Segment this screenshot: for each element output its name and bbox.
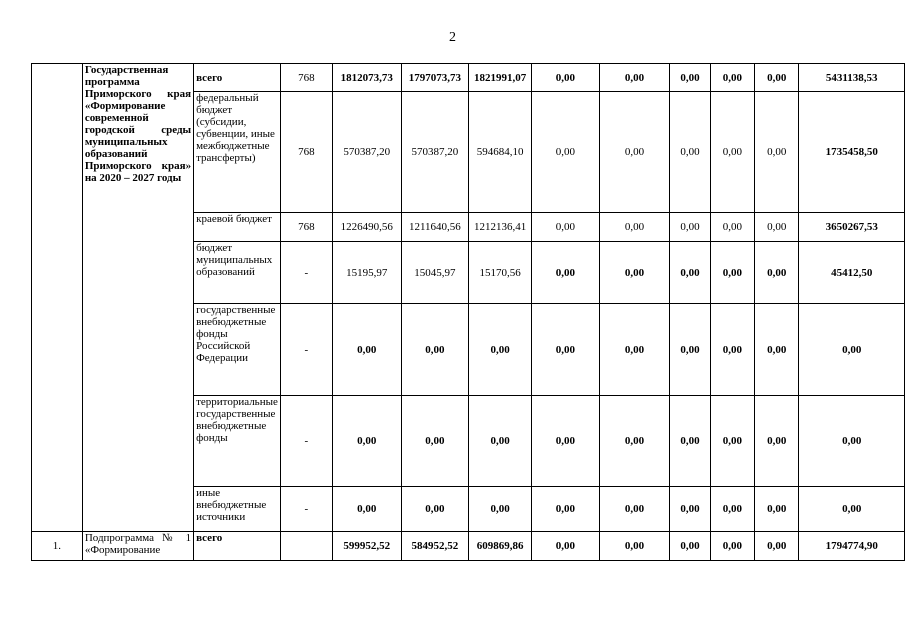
value-cell: 0,00 [799, 487, 905, 532]
value-cell: 0,00 [670, 92, 710, 213]
value-cell: 1797073,73 [401, 64, 469, 92]
value-cell: 0,00 [599, 532, 670, 561]
value-cell: 1226490,56 [332, 213, 401, 242]
value-cell: 599952,52 [332, 532, 401, 561]
value-cell: 0,00 [710, 396, 754, 487]
page-number: 2 [449, 30, 456, 45]
value-cell: 0,00 [710, 487, 754, 532]
value-cell: 0,00 [755, 64, 799, 92]
source-cell: краевой бюджет [194, 213, 281, 242]
value-cell: 1794774,90 [799, 532, 905, 561]
table-row [32, 64, 905, 92]
value-cell: 0,00 [670, 304, 710, 396]
value-cell: 0,00 [332, 396, 401, 487]
source-cell: всего [194, 532, 281, 561]
value-cell: 0,00 [532, 396, 600, 487]
value-cell: 0,00 [469, 487, 532, 532]
value-cell: 0,00 [599, 92, 670, 213]
source-cell: бюджет муниципальных образований [194, 242, 281, 304]
value-cell: 594684,10 [469, 92, 532, 213]
grbs-cell: - [280, 396, 332, 487]
value-cell: 0,00 [670, 396, 710, 487]
value-cell: 0,00 [710, 242, 754, 304]
grbs-cell: 768 [280, 92, 332, 213]
value-cell: 45412,50 [799, 242, 905, 304]
index-cell [32, 64, 83, 532]
value-cell: 0,00 [532, 487, 600, 532]
value-cell: 0,00 [532, 92, 600, 213]
value-cell: 0,00 [755, 396, 799, 487]
value-cell: 0,00 [401, 487, 469, 532]
source-cell: территориальные государственные внебюджетные фонды [194, 396, 281, 487]
value-cell: 0,00 [799, 396, 905, 487]
value-cell: 0,00 [710, 532, 754, 561]
value-cell: 0,00 [755, 213, 799, 242]
value-cell: 0,00 [670, 487, 710, 532]
grbs-cell [280, 532, 332, 561]
value-cell: 0,00 [599, 213, 670, 242]
value-cell: 0,00 [710, 304, 754, 396]
value-cell: 0,00 [670, 213, 710, 242]
value-cell: 0,00 [332, 304, 401, 396]
value-cell: 0,00 [755, 242, 799, 304]
value-cell: 0,00 [710, 64, 754, 92]
value-cell: 1735458,50 [799, 92, 905, 213]
source-cell: всего [194, 64, 281, 92]
value-cell: 0,00 [599, 487, 670, 532]
value-cell: 0,00 [599, 64, 670, 92]
value-cell: 0,00 [401, 396, 469, 487]
value-cell: 0,00 [469, 396, 532, 487]
value-cell: 0,00 [599, 304, 670, 396]
value-cell: 15195,97 [332, 242, 401, 304]
program-title: Государственная программа Приморского края «Формирование современной городской среды муниципальных образований Приморского края» на 2020 – 2027 годы [82, 64, 193, 532]
grbs-cell: 768 [280, 64, 332, 92]
value-cell: 1212136,41 [469, 213, 532, 242]
value-cell: 1821991,07 [469, 64, 532, 92]
grbs-cell: 768 [280, 213, 332, 242]
value-cell: 1211640,56 [401, 213, 469, 242]
grbs-cell: - [280, 242, 332, 304]
source-cell: иные внебюджетные источники [194, 487, 281, 532]
value-cell: 0,00 [710, 213, 754, 242]
grbs-cell: - [280, 487, 332, 532]
value-cell: 0,00 [332, 487, 401, 532]
subprogram-title: Подпрограмма № 1 «Формирование [82, 532, 193, 561]
value-cell: 0,00 [755, 92, 799, 213]
value-cell: 609869,86 [469, 532, 532, 561]
value-cell: 0,00 [670, 242, 710, 304]
subprogram-index: 1. [32, 532, 83, 561]
value-cell: 15045,97 [401, 242, 469, 304]
value-cell: 0,00 [532, 64, 600, 92]
value-cell: 0,00 [532, 242, 600, 304]
value-cell: 570387,20 [332, 92, 401, 213]
value-cell: 0,00 [469, 304, 532, 396]
value-cell: 15170,56 [469, 242, 532, 304]
value-cell: 0,00 [799, 304, 905, 396]
value-cell: 0,00 [532, 213, 600, 242]
value-cell: 5431138,53 [799, 64, 905, 92]
value-cell: 0,00 [755, 304, 799, 396]
value-cell: 0,00 [670, 532, 710, 561]
value-cell: 0,00 [532, 304, 600, 396]
value-cell: 0,00 [755, 487, 799, 532]
value-cell: 584952,52 [401, 532, 469, 561]
value-cell: 570387,20 [401, 92, 469, 213]
value-cell: 0,00 [532, 532, 600, 561]
value-cell: 0,00 [670, 64, 710, 92]
value-cell: 0,00 [755, 532, 799, 561]
grbs-cell: - [280, 304, 332, 396]
source-cell: государственные внебюджетные фонды Российской Федерации [194, 304, 281, 396]
value-cell: 1812073,73 [332, 64, 401, 92]
table-row [32, 532, 905, 561]
value-cell: 0,00 [599, 396, 670, 487]
value-cell: 0,00 [710, 92, 754, 213]
value-cell: 0,00 [401, 304, 469, 396]
budget-table [31, 63, 905, 561]
value-cell: 3650267,53 [799, 213, 905, 242]
source-cell: федеральный бюджет (субсидии, субвенции, иные межбюджетные трансферты) [194, 92, 281, 213]
value-cell: 0,00 [599, 242, 670, 304]
